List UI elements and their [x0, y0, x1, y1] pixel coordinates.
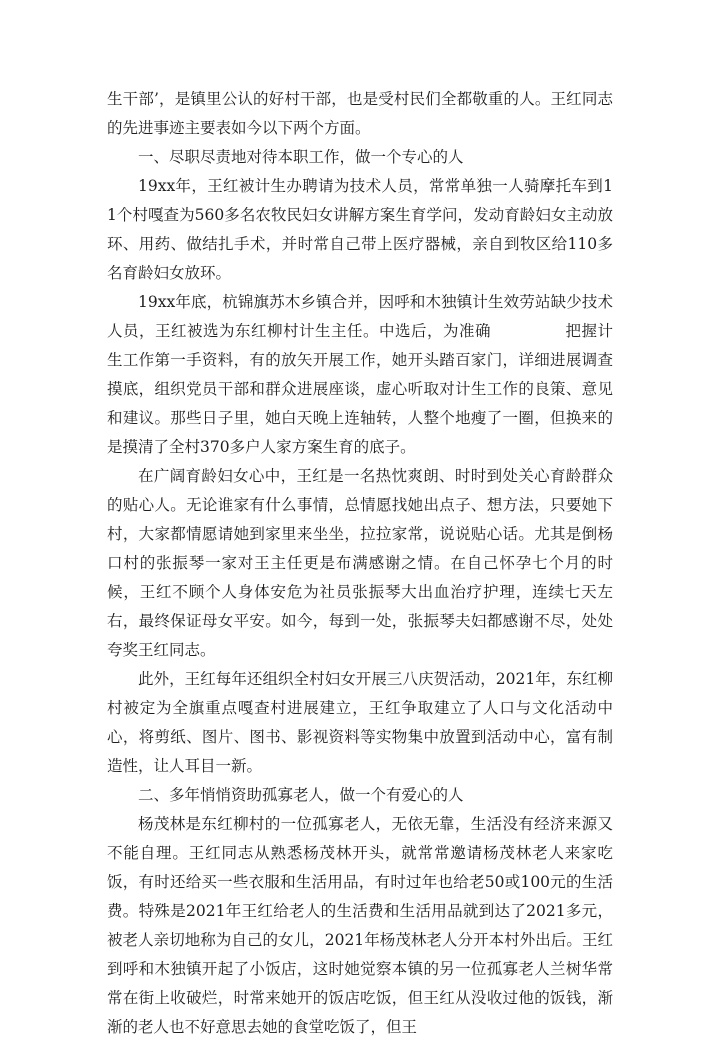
section-heading-2: 二、多年悄悄资助孤寡老人，做一个有爱心的人 — [138, 786, 464, 804]
section-heading-1: 一、尽职尽责地对待本职工作，做一个专心的人 — [138, 148, 464, 166]
paragraph-intro-continuation: 生干部’，是镇里公认的好村干部，也是受村民们全都敬重的人。王红同志的先进事迹主要表如今以下两个方面。 — [107, 90, 613, 137]
paragraph-text-part: 把握计生工作第一手资料，有的放矢开展工作，她开头踏百家门，详细进展调查摸底，组织党员干部和群众进展座谈，虚心听取对计生工作的良策、意见和建议。那些日子里，她白天晚上连轴转，人整个地瘦了一圈，但换来的是摸清了全村370多户人家方案生育的底子。 — [107, 322, 613, 456]
paragraph: 19xx年，王红被计生办聘请为技术人员，常常单独一人骑摩托车到11个村嘎查为560多名农牧民妇女讲解方案生育学问，发动育龄妇女主动放环、用药、做结扎手术，并时常自己带上医疗器械，亲自到牧区给110多名育龄妇女放环。 — [107, 177, 613, 282]
paragraph-text-part: 19xx年底，杭锦旗苏木乡镇合并，因呼和木独镇计生效劳站缺少技术人员，王红被选为东红柳村计生主任。中选后，为准确 — [107, 293, 613, 340]
paragraph: 在广阔育龄妇女心中，王红是一名热忱爽朗、时时到处关心育龄群众的贴心人。无论谁家有什么事情，总情愿找她出点子、想方法，只要她下村，大家都情愿请她到家里来坐坐，拉拉家常，说说贴心话。尤其是倒杨口村的张振琴一家对王主任更是布满感谢之情。在自己怀孕七个月的时候，王红不顾个人身体安危为社员张振琴大出血治疗护理，连续七天左右，最终保证母女平安。如今，每到一处，张振琴夫妇都感谢不尽，处处夸奖王红同志。 — [107, 467, 613, 659]
paragraph: 此外，王红每年还组织全村妇女开展三八庆贺活动，2021年，东红柳村被定为全旗重点嘎查村进展建立，王红争取建立了人口与文化活动中心，将剪纸、图片、图书、影视资料等实物集中放置到活动中心，富有制造性，让人耳目一新。 — [107, 670, 613, 775]
document-body — [107, 85, 613, 1042]
paragraph: 杨茂林是东红柳村的一位孤寡老人，无依无靠，生活没有经济来源又不能自理。王红同志从熟悉杨茂林开头，就常常邀请杨茂林老人来家吃饭，有时还给买一些衣服和生活用品，有时过年也给老50或100元的生活费。特殊是2021年王红给老人的生活费和生活用品就到达了2021多元，被老人亲切地称为自己的女儿，2021年杨茂林老人分开本村外出后。王红到呼和木独镇开起了小饭店，这时她觉察本镇的另一位孤寡老人兰树华常常在街上收破烂，时常来她开的饭店吃饭，但王红从没收过他的饭钱，渐渐的老人也不好意思去她的食堂吃饭了，但王 — [107, 815, 613, 1036]
paragraph-with-gap — [107, 288, 613, 462]
